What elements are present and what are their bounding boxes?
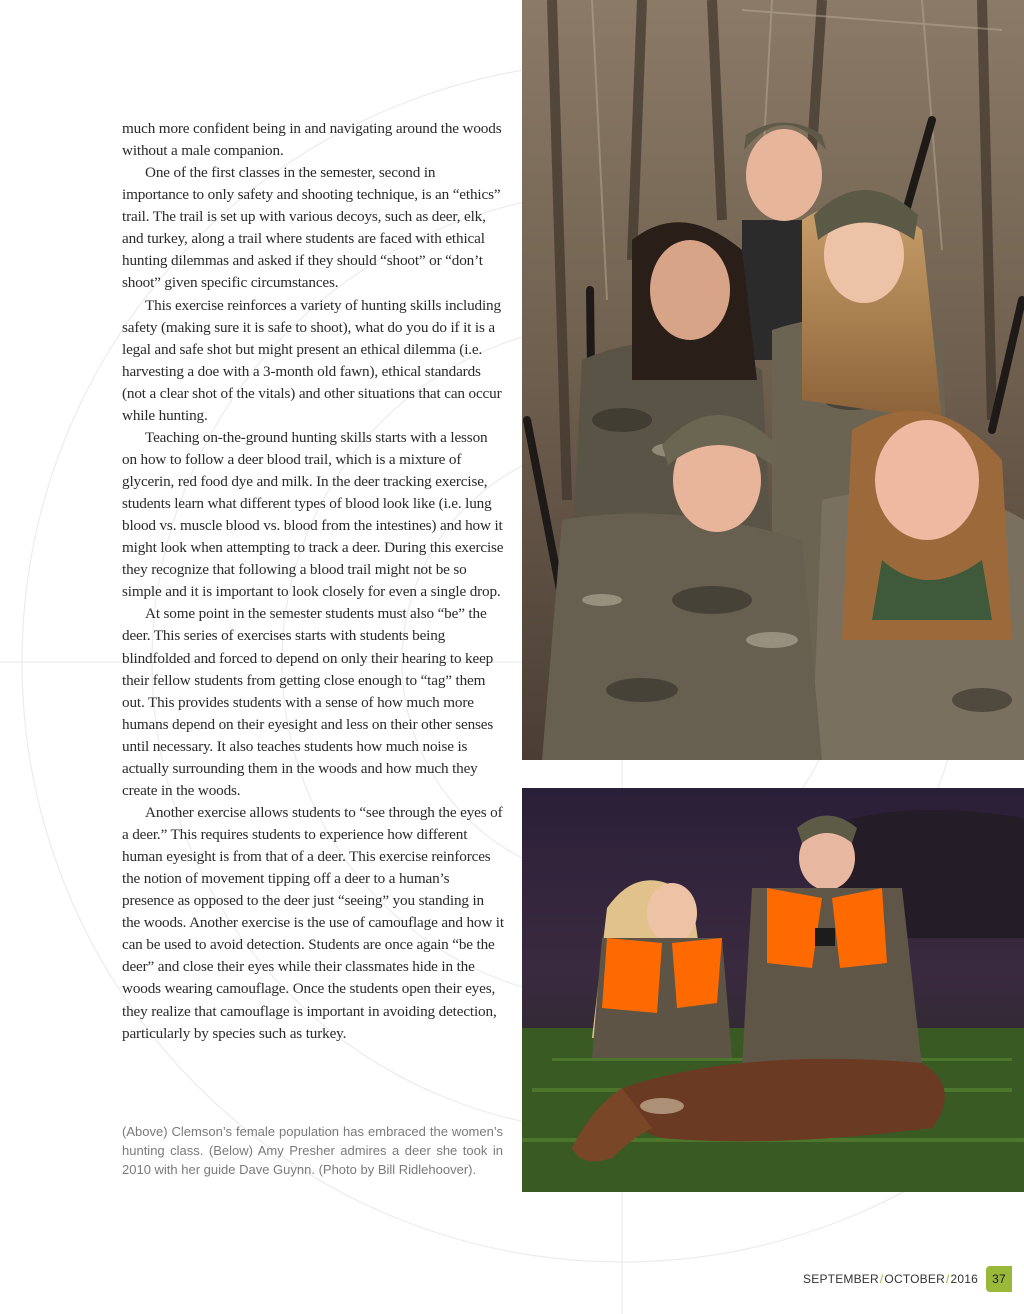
photo-caption: (Above) Clemson’s female population has embraced the women’s hunting class. (Below) Amy Presher admires a deer she took in 2010 with her guide Dave Guynn. (Photo by Bill Ridlehoover). xyxy=(122,1124,503,1177)
article-paragraph: Teaching on-the-ground hunting skills starts with a lesson on how to follow a deer blood trail, which is a mixture of glycerin, red food dye and milk. In the deer tracking exercise, students learn what different types of blood look like (i.e. lung blood vs. muscle blood vs. blood from the intestines) and how it might look when attempting to track a deer. During this exercise they recognize that following a blood trail might not be so simple and it is important to look closely for even a single drop. xyxy=(122,428,504,601)
article-body xyxy=(122,118,504,1045)
footer-year: 2016 xyxy=(950,1272,978,1286)
article-paragraph: much more confident being in and navigating around the woods without a male companion. xyxy=(122,120,502,160)
article-paragraph: Another exercise allows students to “see through the eyes of a deer.” This requires students to experience how different human eyesight is from that of a deer. This exercise reinforces the notion of movement tipping off a deer to a human’s presence as opposed to the deer just “seeing” you standing in the woods. Another exercise is the use of camouflage and how it can be used to avoid detection. Students are once again “be the deer” and close their eyes while their classmates hide in the woods wearing camouflage. Once the students open their eyes, they realize that camouflage is important in avoiding detection, particularly by species such as turkey. xyxy=(122,803,504,1042)
footer-separator: / xyxy=(879,1272,884,1286)
photo-women-hunters xyxy=(522,0,1024,760)
page-number: 37 xyxy=(986,1266,1012,1292)
photo-deer-harvest xyxy=(522,788,1024,1192)
article-paragraph: This exercise reinforces a variety of hunting skills including safety (making sure it is safe to shoot), what do you do if it is a legal and safe shot but might present an ethical dilemma (i.e. harvesting a doe with a 3-month old fawn), ethical standards (not a clear shot of the vitals) and other situations that can occur while hunting. xyxy=(122,296,502,424)
footer-month-2: OCTOBER xyxy=(884,1272,945,1286)
page-footer xyxy=(800,1266,1012,1292)
article-paragraph: At some point in the semester students must also “be” the deer. This series of exercises starts with students being blindfolded and forced to depend on only their hearing to keep their fellow students from getting close enough to “tag” them out. This provides students with a sense of how much more humans depend on their eyesight and less on their other senses until necessary. It also teaches students how much noise is actually surrounding them in the woods and how much they create in the woods. xyxy=(122,605,494,799)
footer-separator: / xyxy=(945,1272,950,1286)
footer-month-1: SEPTEMBER xyxy=(803,1272,879,1286)
article-paragraph: One of the first classes in the semester, second in importance to only safety and shooting technique, is an “ethics” trail. The trail is set up with various decoys, such as deer, elk, and turkey, along a trail where students are faced with ethical hunting dilemmas and asked if they should “shoot” or “don’t shoot” given specific circumstances. xyxy=(122,164,501,292)
